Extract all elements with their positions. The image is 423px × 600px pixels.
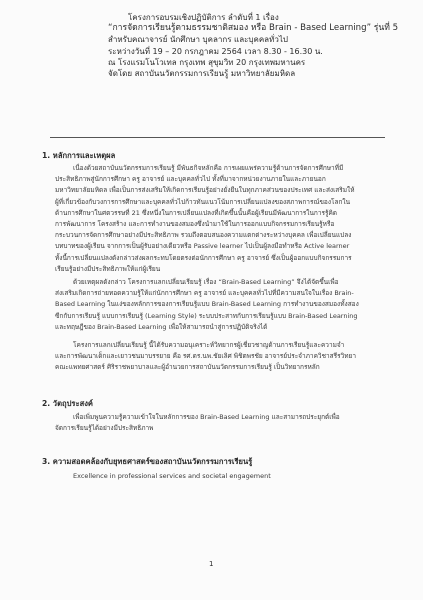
text-line: เพื่อเพิ่มพูนความรู้ความเข้าใจในหลักการของ Brain-Based Learning และสามารถประยุกต์เพื่อ [73, 413, 340, 421]
text-line: ประสิทธิภาพสู่นักการศึกษา ครู อาจารย์ และบุคคลทั่วไป ทั้งที่มาจากหน่วยงานภายในและภายนอก [55, 175, 326, 184]
divider [50, 137, 385, 138]
text-line: จัดการเรียนรู้ได้อย่างมีประสิทธิภาพ [55, 424, 154, 433]
strategy-paragraph [55, 471, 389, 482]
text-line: และการพัฒนาเด็กและเยาวชนมาบรรยาย คือ รศ.ดร.นพ.ชัยเลิศ พิชิตพรชัย อาจารย์ประจำภาควิชาสรีรวิทยา [55, 352, 356, 361]
text-line: โครงการแลกเปลี่ยนเรียนรู้ นี้ได้รับความอนุเคราะห์วิทยากรผู้เชี่ยวชาญด้านการเรียนรู้และความจำ [73, 341, 345, 349]
project-title: โครงการอบรมเชิงปฏิบัติการ ลำดับที่ 1 เรื่อง [128, 13, 279, 22]
section-heading-strategy: 3. ความสอดคล้องกับยุทธศาสตร์ของสถาบันนวัตกรรมการเรียนรู้ [42, 457, 253, 466]
text-line: ด้วยเหตุผลดังกล่าว โครงการแลกเปลี่ยนเรียนรู้ เรื่อง “Brain-Based Learning” จึงได้จัดขึ้นเพื่อ [73, 278, 339, 286]
text-line: คณะแพทยศาสตร์ ศิริราชพยาบาลและผู้อำนวยการสถาบันนวัตกรรมการเรียนรู้ เป็นวิทยากรหลัก [55, 363, 320, 372]
page-number: 1 [209, 560, 214, 568]
venue-line: ณ โรงแรมโนโวเทล กรุงเทพ สุขุมวิท 20 กรุงเทพมหานคร [108, 57, 306, 67]
document-header [108, 12, 408, 79]
course-title: “การจัดการเรียนรู้ตามธรรมชาติสมอง หรือ Brain - Based Learning” รุ่นที่ 5 [108, 23, 399, 34]
text-line: ส่งเสริมเกิดการถ่ายทอดความรู้ให้แก่นักการศึกษา ครู อาจารย์ และบุคคลทั่วไปที่มีความสนใจในเรื่อง Brain- [55, 289, 354, 298]
text-line: ด้านการศึกษาในศตวรรษที่ 21 ซึ่งหนึ่งในการเปลี่ยนแปลงที่เกิดขึ้นนั้นคือผู้เรียนมีพัฒนาการในการรู้คิด [55, 208, 338, 217]
text-line: เนื่องด้วยสถาบันนวัตกรรมการเรียนรู้ มีพันธกิจหลักคือ การเผยแพร่ความรู้ด้านการจัดการศึกษาที่มี [73, 164, 344, 172]
text-line: Excellence in professional services and societal engagement [73, 472, 271, 480]
text-line: ซีกกับการเรียนรู้ แบบการเรียนรู้ (Learning Style) ระบบประสาทกับการเรียนรู้แบบ Brain-Based Learning [55, 311, 358, 320]
text-line: และทฤษฎีของ Brain-Based Learning เพื่อให้สามารถนำสู่การปฏิบัติจริงได้ [55, 322, 268, 331]
section-heading-objectives: 2. วัตถุประสงค์ [42, 399, 94, 408]
text-line: บทบาทของผู้เรียน จากการเป็นผู้รับอย่างเดียวหรือ Passive learner ไปเป็นผู้ลงมือทำหรือ Active learner [55, 242, 350, 251]
text-line: มหาวิทยาลัยมหิดล เพื่อเป็นการส่งเสริมให้เกิดการเรียนรู้อย่างยั่งยืนในทุกภาคส่วนของประเทศ และส่งเสริมให้ [55, 186, 355, 195]
audience-line: สำหรับคณาจารย์ นักศึกษา บุคลากร และบุคคลทั่วไป [108, 35, 288, 45]
text-line: Based Learning ในแง่ของหลักการของการเรียนรู้แบบ Brain-Based Learning การทำงานของสมองทั้งสอง [55, 300, 359, 309]
text-line: เรียนรู้อย่างมีประสิทธิภาพให้แก่ผู้เรียน [55, 264, 161, 273]
text-line: ผู้ที่เกี่ยวข้องกับวงการการศึกษาและบุคคลทั่วไปก้าวทันแนวโน้มการเปลี่ยนแปลงของสภาพการณ์ของโลกใน [55, 197, 351, 206]
objectives-paragraph [55, 412, 389, 434]
rationale-paragraph-2 [55, 277, 389, 333]
section-heading-rationale: 1. หลักการและเหตุผล [42, 151, 116, 160]
date-line: ระหว่างวันที่ 19 – 20 กรกฎาคม 2564 เวลา 8.30 - 16.30 น. [108, 46, 323, 56]
organizer-line: จัดโดย สถาบันนวัตกรรมการเรียนรู้ มหาวิทยาลัยมหิดล [108, 69, 296, 79]
rationale-paragraph-3 [55, 340, 389, 374]
text-line: ทั้งนี้การเปลี่ยนแปลงดังกล่าวส่งผลกระทบโดยตรงต่อนักการศึกษา ครู อาจารย์ ซึ่งเป็นผู้ออกแบบกิจกรรมการ [55, 253, 352, 262]
text-line: กระบวนการจัดการศึกษาอย่างมีประสิทธิภาพ รวมถึงตอบสนองความแตกต่างระหว่างบุคคล เพื่อเปลี่ยนแปลง [55, 231, 352, 240]
text-line: การพัฒนาการ โครงสร้าง และการทำงานของสมองซึ่งนำมาใช้ในการออกแบบกิจกรรมการเรียนรู้หรือ [55, 220, 335, 229]
rationale-paragraph-1 [55, 163, 389, 275]
